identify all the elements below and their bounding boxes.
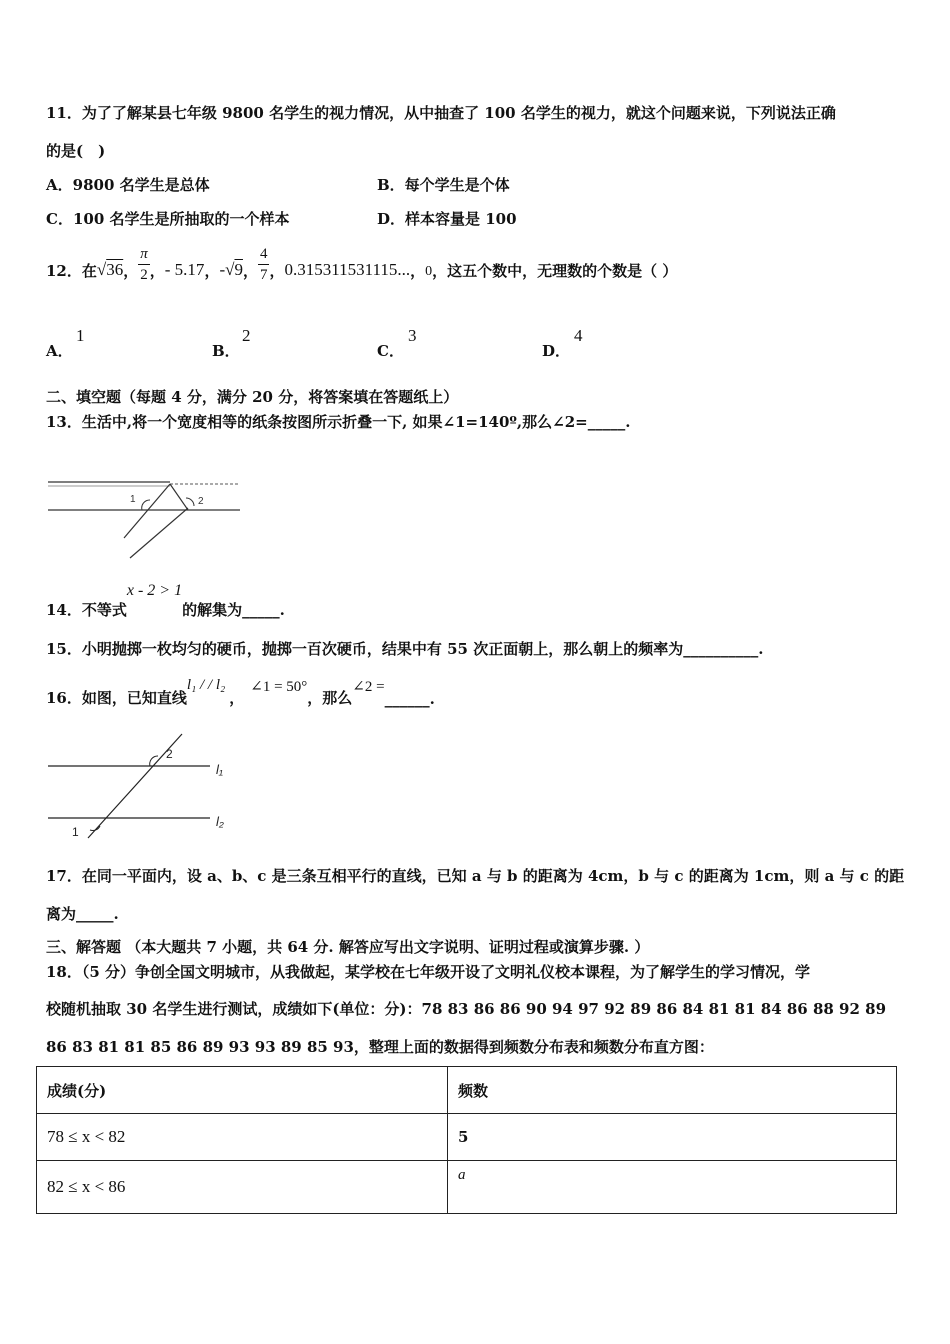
table-cell-range: 78 ≤ x < 82 [37, 1114, 448, 1161]
q13-angle-2-label: 2 [198, 496, 204, 507]
table-row [37, 1114, 897, 1161]
q16-stem [46, 672, 435, 708]
q12-stem [46, 240, 677, 300]
q12-pi-over-2: $\frac{\pi}{2}$ [140, 245, 148, 283]
q12-option-c-label: C． [377, 342, 404, 360]
q12-sep: ， [242, 261, 258, 280]
q13-text: 13．生活中,将一个宽度相等的纸条按图所示折叠一下, 如果∠1=140º,那么∠2=_____. [46, 413, 631, 431]
q16-figure-parallel-lines [44, 730, 244, 842]
q11-option-d: D．样本容量是 100 [377, 210, 517, 228]
q12-option-a-value: 1 [76, 326, 85, 345]
q12-option-b-label: B． [212, 342, 240, 360]
section-2-heading: 二、填空题（每题 4 分，满分 20 分，将答案填在答题纸上） [46, 388, 459, 406]
q12-sep: ， [269, 261, 285, 280]
q13-figure-folded-strip [44, 470, 244, 562]
q11-option-b: B．每个学生是个体 [377, 176, 510, 194]
table-cell-range: 82 ≤ x < 86 [37, 1161, 448, 1214]
q16-angle-2-label: 2 [166, 747, 173, 761]
q11-option-c: C．100 名学生是所抽取的一个样本 [46, 210, 290, 228]
q14-stem [46, 580, 285, 620]
q17-line1: 17．在同一平面内，设 a、b、c 是三条互相平行的直线，已知 a 与 b 的距离为 4cm，b 与 c 的距离为 1cm，则 a 与 c 的距 [46, 867, 905, 885]
q12-suffix: ，这五个数中，无理数的个数是（ ） [432, 261, 678, 280]
q15-text: 15．小明抛掷一枚均匀的硬币，抛掷一百次硬币，结果中有 55 次正面朝上，那么朝上的频率为__________. [46, 640, 764, 658]
q12-zero: 0 [425, 264, 433, 279]
q16-parallel: l₁ / / l₂ [186, 677, 226, 693]
q14-prefix: 14．不等式 [46, 601, 127, 619]
q16-suffix: ______. [384, 690, 435, 708]
table-header-row [37, 1067, 897, 1114]
q16-l2-label: l₂ [216, 814, 224, 829]
q16-angle2: ∠2 = [352, 679, 385, 695]
table-header-frequency: 频数 [448, 1067, 897, 1114]
q16-sep: ， [229, 689, 245, 707]
q12-long-decimal: 0.315311531115... [284, 260, 411, 279]
q12-sep: ， [149, 261, 165, 280]
q16-angle1: ∠1 = 50° [250, 679, 308, 695]
q12-4-over-7: $\frac{4}{7}$ [259, 245, 268, 283]
q12-option-d-label: D． [542, 342, 571, 360]
q17-line2: 离为_____. [46, 905, 119, 923]
q18-line1: 18．（5 分）争创全国文明城市，从我做起，某学校在七年级开设了文明礼仪校本课程，为了解学生的学习情况，学 [46, 963, 811, 981]
q11-line2: 的是( ) [46, 142, 106, 160]
q12-sqrt36: √36 [96, 260, 124, 279]
q14-suffix: 的解集为_____. [182, 601, 285, 619]
q12-neg-5-17: - 5.17 [164, 260, 205, 279]
q12-option-d-value: 4 [574, 326, 583, 345]
q16-l1-label: l₁ [216, 762, 223, 777]
q12-sep: ， [410, 261, 426, 280]
q12-prefix: 12．在 [46, 261, 97, 280]
q11-option-a: A．9800 名学生是总体 [46, 176, 210, 194]
q11-line1: 11．为了了解某县七年级 9800 名学生的视力情况，从中抽查了 100 名学生的视力，就这个问题来说，下列说法正确 [46, 104, 836, 122]
q18-line2: 校随机抽取 30 名学生进行测试，成绩如下(单位：分)：78 83 86 86 90 94 97 92 89 86 84 81 81 84 86 88 92 89 [46, 1000, 887, 1018]
q16-mid: ，那么 [307, 689, 353, 707]
section-3-heading: 三、解答题 （本大题共 7 小题，共 64 分. 解答应写出文字说明、证明过程或演算步骤. ） [46, 938, 650, 956]
q14-inequality: x - 2 > 1 [126, 582, 183, 599]
q16-prefix: 16．如图，已知直线 [46, 689, 187, 707]
frequency-table [36, 1066, 897, 1214]
q13-angle-1-label: 1 [130, 494, 136, 505]
table-cell-frequency: a [448, 1161, 897, 1214]
q12-option-a-label: A． [46, 342, 73, 360]
q12-sep: ， [204, 261, 220, 280]
q18-line3: 86 83 81 81 85 86 89 93 93 89 85 93，整理上面的数据得到频数分布表和频数分布直方图： [46, 1038, 714, 1056]
table-header-score: 成绩(分) [37, 1067, 448, 1114]
q12-option-c-value: 3 [408, 326, 417, 345]
q16-angle-1-label: 1 [72, 825, 79, 839]
table-cell-frequency: 5 [448, 1114, 897, 1161]
table-row [37, 1161, 897, 1214]
q12-option-b-value: 2 [242, 326, 251, 345]
q12-neg-sqrt9: -√9 [219, 260, 243, 279]
q12-sep: ， [123, 261, 139, 280]
